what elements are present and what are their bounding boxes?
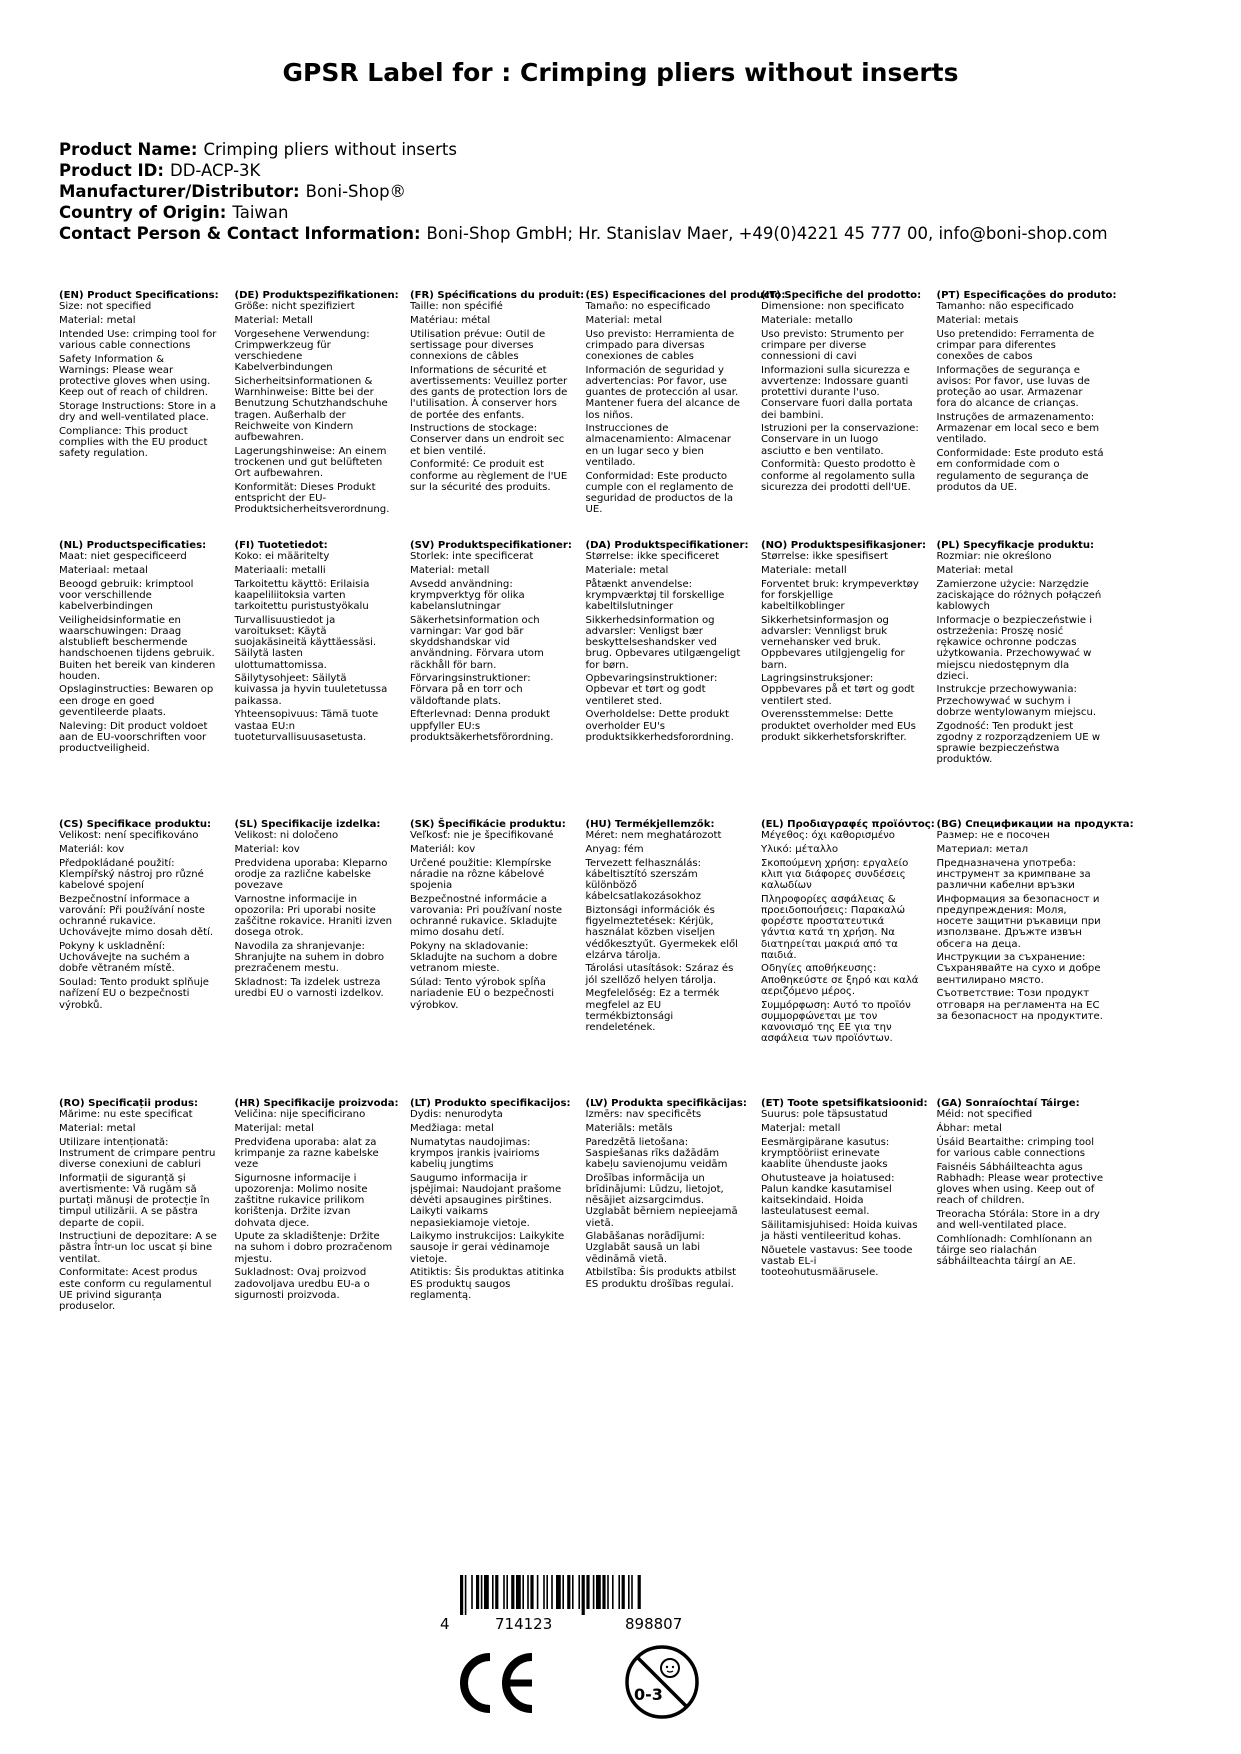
spec-line: Instructions de stockage: Conserver dans un endroit sec et bien ventilé. (410, 423, 565, 457)
spec-line: Tamanho: não especificado (936, 301, 1074, 313)
spec-line: Intended Use: crimping tool for various cable connections (59, 328, 217, 351)
spec-line: Lagerungshinweise: An einem trockenen und gut belüfteten Ort aufbewahren. (234, 445, 387, 480)
barcode-bar (582, 1575, 585, 1615)
spec-line: Material: metais (936, 314, 1019, 326)
spec-line: Storage Instructions: Store in a dry and well-ventilated place. (59, 400, 217, 424)
spec-line: Σκοπούμενη χρήση: εργαλείο κλιπ για διάφορες συνδέσεις καλωδίων (761, 857, 909, 892)
info-row (59, 181, 1108, 202)
info-value: Taiwan (232, 203, 289, 222)
spec-line: Faisnéis Sábháilteachta agus Rabhadh: Please wear protective gloves when using. Keep out of reach of children. (936, 1161, 1104, 1207)
spec-block (585, 290, 786, 516)
product-info (59, 139, 1108, 244)
spec-line: Uso pretendido: Ferramenta de crimpar para diferentes conexões de cabos (936, 328, 1095, 363)
spec-line: Zamierzone użycie: Narzędzie zaciskające do różnych połączeń kablowych (936, 578, 1102, 613)
spec-heading: (PL) Specyfikacje produktu: (936, 540, 1095, 551)
spec-line: Conformidade: Este produto está em conformidade com o regulamento de segurança de produtos da UE. (936, 448, 1104, 493)
spec-line: Informations de sécurité et avertissements: Veuillez porter des gants de protection lors de l'utilisation. À conserver hors de portée des enfants. (410, 364, 568, 421)
spec-heading: (LT) Produkto specifikacijos: (410, 1098, 571, 1109)
barcode-bar (556, 1575, 561, 1609)
info-row (59, 202, 1108, 223)
spec-line: Предназначена употреба: инструмент за кримпване за различни кабелни връзки (936, 857, 1091, 892)
spec-line: Съответствие: Този продукт отговаря на регламента на ЕС за безопасност на продуктите. (936, 988, 1103, 1022)
spec-line: Инструкции за съхранение: Съхранявайте на сухо и добре вентилирано място. (936, 952, 1101, 986)
spec-heading: (DA) Produktspecifikationer: (585, 540, 749, 551)
spec-block (59, 540, 217, 754)
spec-heading: (CS) Specifikace produktu: (59, 819, 212, 830)
spec-heading: (FI) Tuotetiedot: (234, 540, 328, 551)
spec-line: Overensstemmelse: Dette produktet overholder med EUs produkt sikkerhetsforskrifter. (761, 709, 916, 743)
spec-line: Atitiktis: Šis produktas atitinka ES produktų saugos reglamentą. (410, 1267, 565, 1301)
spec-line: Atbilstība: Šis produkts atbilst ES produktu drošības regulai. (585, 1267, 737, 1290)
spec-block (585, 540, 749, 743)
spec-line: Conformità: Questo prodotto è conforme al regolamento sulla sicurezza dei prodotti dell'UE. (761, 459, 916, 493)
barcode-bar (602, 1575, 605, 1609)
spec-line: Materiál: kov (410, 843, 476, 855)
spec-line: Størrelse: ikke spesifisert (761, 551, 888, 563)
spec-line: Veľkosť: nie je špecifikované (410, 830, 554, 842)
spec-line: Instruções de armazenamento: Armazenar em local seco e bem ventilado. (936, 412, 1100, 446)
barcode-bar (522, 1575, 524, 1609)
spec-line: Saugumo informacija ir įspėjimai: Naudojant prašome dėvėti apsaugines pirštines. Laikyti vaikams nepasiekiamoje vietoje. (410, 1172, 562, 1229)
spec-block (410, 819, 568, 1011)
spec-heading: (DE) Produktspezifikationen: (234, 290, 399, 301)
spec-heading: (HU) Termékjellemzők: (585, 819, 715, 830)
spec-line: Instrucțiuni de depozitare: A se păstra într-un loc uscat și bine ventilat. (59, 1231, 217, 1265)
barcode-lead-digit: 4 (440, 1615, 450, 1633)
spec-line: Zgodność: Ten produkt jest zgodny z rozporządzeniem UE w sprawie bezpieczeństwa produktów. (936, 720, 1101, 766)
spec-line: Taille: non spécifié (410, 301, 503, 313)
spec-line: Informacje o bezpieczeństwie i ostrzeżenia: Proszę nosić rękawice ochronne podczas użytkowania. Przechowywać w miejscu niedostępnym dla dzieci. (936, 614, 1093, 682)
info-value: Crimping pliers without inserts (203, 140, 457, 159)
spec-line: Overholdelse: Dette produkt overholder EU's produktsikkerhedsforordning. (585, 709, 734, 743)
spec-block (761, 290, 922, 493)
spec-line: Conformitate: Acest produs este conform cu regulamentul UE privind siguranța produselor. (59, 1267, 212, 1312)
barcode-bar (503, 1575, 505, 1609)
spec-line: Materiál: kov (59, 843, 125, 855)
spec-line: Storlek: inte specificerat (410, 551, 534, 563)
spec-line: Påtænkt anvendelse: krympværktøj til forskellige kabeltilslutninger (585, 578, 725, 613)
barcode-bar (562, 1575, 564, 1609)
spec-line: Ohutusteave ja hoiatused: Palun kandke kasutamisel kaitsekindaid. Hoida lasteulatusest eemal. (761, 1172, 895, 1218)
info-key: Product Name: (59, 140, 198, 159)
spec-line: Méret: nem meghatározott (585, 830, 722, 842)
spec-line: Predviđena uporaba: alat za krimpanje za razne kabelske veze (234, 1136, 379, 1171)
spec-line: Efterlevnad: Denna produkt uppfyller EU:s produktsäkerhetsförordning. (410, 709, 554, 743)
spec-line: Lagringsinstruksjoner: Oppbevares på et tørt og godt ventilert sted. (761, 673, 915, 707)
spec-line: Sigurnosne informacije i upozorenja: Molimo nosite zaštitne rukavice prilikom korištenja. Držite izvan dohvata djece. (234, 1172, 368, 1229)
spec-line: Material: Metall (234, 314, 313, 326)
spec-heading: (BG) Спецификации на продукта: (936, 819, 1134, 830)
barcode-bar (471, 1575, 473, 1609)
spec-line: Μέγεθος: όχι καθορισμένο (761, 830, 895, 842)
barcode-bar (506, 1575, 508, 1609)
info-key: Contact Person & Contact Information: (59, 224, 421, 243)
barcode-bar (460, 1575, 463, 1615)
spec-line: Tamaño: no especificado (585, 301, 711, 313)
barcode-bar (631, 1575, 633, 1609)
info-row (59, 160, 1108, 181)
spec-line: Materjal: metall (761, 1122, 841, 1134)
spec-heading: (SK) Špecifikácie produktu: (410, 819, 566, 830)
spec-block (585, 1098, 747, 1290)
spec-line: Material: metall (410, 564, 490, 576)
spec-line: Mărime: nu este specificat (59, 1109, 193, 1121)
spec-line: Materiale: metallo (761, 314, 853, 326)
spec-line: Předpokládané použití: Klempířský nástroj pro různé kabelové spojení (59, 857, 204, 892)
spec-line: Material: kov (234, 843, 300, 855)
spec-heading: (GA) Sonraíochtaí Táirge: (936, 1098, 1080, 1109)
spec-line: Uso previsto: Herramienta de crimpado para diversas conexiones de cables (585, 328, 735, 363)
barcode-bar (476, 1575, 479, 1609)
barcode-bar (516, 1575, 521, 1609)
spec-line: Glabāšanas norādījumi: Uzglabāt sausā un labi vēdināmā vietā. (585, 1231, 705, 1265)
spec-heading: (NL) Productspecificaties: (59, 540, 207, 551)
spec-line: Drošības informācija un brīdinājumi: Lūdzu, lietojot, nēsājiet aizsargcimdus. Uzglabāt bērniem nepieejamā vietā. (585, 1172, 738, 1229)
barcode-bars (430, 1575, 750, 1615)
spec-line: Tarkoitettu käyttö: Erilaisia kaapeliliitoksia varten tarkoitettu puristustyökalu (234, 578, 370, 613)
spec-line: Ábhar: metal (936, 1122, 1002, 1134)
spec-line: Predvidena uporaba: Kleparno orodje za različne kabelske povezave (234, 857, 388, 892)
barcode-bar (572, 1575, 574, 1609)
spec-line: Informazioni sulla sicurezza e avvertenze: Indossare guanti protettivi durante l'uso. Conservare fuori dalla portata dei bambini. (761, 364, 913, 421)
spec-line: Velikost: ni določeno (234, 830, 339, 842)
spec-line: Bezpečnostné informácie a varovania: Pri používaní noste ochranné rukavice. Skladujte mimo dosahu detí. (410, 893, 563, 939)
spec-line: Pokyny na skladovanie: Skladujte na suchom a dobre vetranom mieste. (410, 941, 558, 975)
spec-line: Informações de segurança e avisos: Por favor, use luvas de proteção ao usar. Armazenar fora do alcance de crianças. (936, 364, 1091, 410)
spec-line: Maat: niet gespecificeerd (59, 551, 187, 563)
spec-line: Biztonsági információk és figyelmeztetések: Kérjük, használat közben viseljen védőkesztyűt. Gyermekek elől elzárva tárolja. (585, 904, 738, 961)
spec-line: Materijal: metal (234, 1122, 314, 1134)
spec-line: Sikkerhetsinformasjon og advarsler: Vennligst bruk vernehansker ved bruk. Oppbevares utilgjengelig for barn. (761, 614, 905, 671)
spec-line: Numatytas naudojimas: krympos įrankis įvairioms kabelių jungtims (410, 1136, 540, 1171)
barcode-bar (511, 1575, 514, 1609)
spec-line: Material: metal (59, 314, 136, 326)
spec-block (410, 290, 585, 493)
barcode-bar (578, 1575, 580, 1609)
spec-line: Säilitamisjuhised: Hoida kuivas ja hästi ventileeritud kohas. (761, 1220, 918, 1243)
info-value: Boni-Shop® (305, 182, 407, 201)
page-title: GPSR Label for : Crimping pliers without inserts (282, 58, 959, 87)
spec-line: Tárolási utasítások: Száraz és jól szellőző helyen tárolja. (585, 963, 734, 986)
spec-line: Sicherheitsinformationen & Warnhinweise: Bitte bei der Benutzung Schutzhandschuhe tragen. Außerhalb der Reichweite von Kindern aufbewahren. (234, 375, 388, 443)
spec-block (936, 819, 1134, 1022)
spec-line: Istruzioni per la conservazione: Conservare in un luogo asciutto e ben ventilato. (761, 423, 919, 457)
spec-line: Υλικό: μέταλλο (761, 843, 839, 855)
spec-heading: (EN) Product Specifications: (59, 290, 219, 301)
spec-heading: (NO) Produktspesifikasjoner: (761, 540, 927, 551)
spec-block (937, 1098, 1105, 1267)
spec-line: Izmērs: nav specificēts (585, 1109, 702, 1121)
spec-line: Información de seguridad y advertencias: Por favor, use guantes de protección al usar. Mantener fuera del alcance de los niños. (585, 364, 740, 421)
spec-block (761, 819, 935, 1045)
barcode-bar (628, 1575, 630, 1609)
age-warning-icon (622, 1642, 702, 1722)
spec-line: Materiał: metal (936, 564, 1014, 576)
spec-block (235, 819, 393, 1000)
spec-block (234, 290, 399, 516)
barcode-bar (551, 1575, 553, 1609)
barcode-bar (492, 1575, 494, 1609)
barcode-bar (607, 1575, 609, 1609)
spec-block (936, 290, 1117, 493)
spec-line: Varnostne informacije in opozorila: Pri uporabi nosite zaščitne rokavice. Hraniti izven dosega otrok. (234, 893, 393, 939)
info-key: Product ID: (59, 161, 164, 180)
barcode-bar (481, 1575, 483, 1609)
spec-block (410, 540, 572, 743)
spec-heading: (RO) Specificații produs: (59, 1098, 199, 1109)
barcode-bar (586, 1575, 589, 1609)
barcode-bar (593, 1575, 595, 1609)
barcode-bar (596, 1575, 601, 1609)
spec-block (761, 1098, 928, 1279)
spec-line: Avsedd användning: krympverktyg för olika kabelanslutningar (410, 578, 525, 613)
spec-heading: (HR) Specifikacije proizvoda: (234, 1098, 399, 1109)
spec-line: Laikymo instrukcijos: Laikykite sausoje ir gerai vėdinamoje vietoje. (410, 1231, 565, 1265)
spec-line: Matériau: métal (410, 314, 491, 326)
spec-line: Информация за безопасност и предупреждения: Моля, носете защитни ръкавици при използване. Дръжте извън обсега на деца. (936, 893, 1101, 950)
spec-line: Dimensione: non specificato (761, 301, 905, 313)
spec-line: Treoracha Stórála: Store in a dry and well-ventilated place. (936, 1208, 1100, 1232)
spec-line: Materiaal: metaal (59, 564, 148, 576)
barcode-bar (484, 1575, 489, 1609)
spec-line: Soulad: Tento produkt splňuje nařízení EU o bezpečnosti výrobků. (59, 977, 209, 1011)
spec-line: Uso previsto: Strumento per crimpare per diverse connessioni di cavi (761, 328, 904, 363)
spec-line: Size: not specified (59, 301, 152, 313)
spec-line: Turvallisuustiedot ja varoitukset: Käytä suojakäsineitä käyttäessäsi. Säilytä lasten ulottumattomissa. (234, 614, 377, 671)
spec-line: Instrukcje przechowywania: Przechowywać w suchym i dobrze wentylowanym miejscu. (936, 684, 1097, 718)
spec-line: Eesmärgipärane kasutus: krymptööriist erinevate kaablite ühenduste jaoks (761, 1136, 890, 1171)
spec-line: Yhteensopivuus: Tämä tuote vastaa EU:n tuoteturvallisuusasetusta. (234, 709, 379, 743)
barcode-bar (612, 1575, 614, 1609)
ce-mark-icon (452, 1651, 542, 1715)
spec-line: Skladnost: Ta izdelek ustreza uredbi EU o varnosti izdelkov. (234, 977, 384, 1000)
spec-line: Πληροφορίες ασφάλειας & προειδοποιήσεις: Παρακαλώ φορέστε προστατευτικά γάντια κατά τη χρήση. Να διατηρείται μακριά από τα παιδιά. (761, 893, 906, 961)
spec-line: Medžiaga: metal (410, 1122, 494, 1134)
spec-line: Suurus: pole täpsustatud (761, 1109, 888, 1121)
spec-line: Anyag: fém (585, 843, 644, 855)
spec-line: Compliance: This product complies with the EU product safety regulation. (59, 425, 208, 460)
spec-line: Conformité: Ce produit est conforme au règlement de l'UE sur la sécurité des produits. (410, 459, 568, 493)
barcode-right-digits: 898807 (625, 1615, 683, 1633)
spec-line: Paredzētā lietošana: Saspiešanas rīks dažādām kabeļu savienojumu veidām (585, 1136, 728, 1171)
spec-line: Instrucciones de almacenamiento: Almacenar en un lugar seco y bien ventilado. (585, 423, 732, 468)
spec-line: Material: metal (59, 1122, 136, 1134)
spec-line: Συμμόρφωση: Αυτό το προϊόν συμμορφώνεται με τον κανονισμό της ΕΕ για την ασφάλεια των προϊόντων. (761, 999, 911, 1045)
spec-line: Nõuetele vastavus: See toode vastab EL-i tooteohutusmäärusele. (761, 1244, 913, 1279)
info-key: Manufacturer/Distributor: (59, 182, 300, 201)
spec-line: Förvaringsinstruktioner: Förvara på en torr och väldoftande plats. (410, 673, 531, 707)
spec-block (234, 1098, 399, 1301)
spec-line: Upute za skladištenje: Držite na suhom i dobro prozračenom mjestu. (234, 1231, 393, 1265)
spec-line: Opbevaringsinstruktioner: Opbevar et tørt og godt ventileret sted. (585, 673, 718, 707)
spec-block (235, 540, 393, 743)
spec-line: Úsáid Beartaithe: crimping tool for various cable connections (936, 1136, 1095, 1159)
spec-block (937, 540, 1105, 765)
spec-line: Οδηγίες αποθήκευσης: Αποθηκεύστε σε ξηρό και καλά αεριζόμενο μέρος. (761, 963, 919, 997)
spec-line: Tervezett felhasználás: kábeltisztító szerszám különböző kábelcsatlakozásokhoz (585, 857, 702, 903)
spec-line: Utilizare intenționată: Instrument de crimpare pentru diverse conexiuni de cabluri (59, 1136, 216, 1171)
spec-line: Materiaali: metalli (234, 564, 326, 576)
barcode-bar (638, 1575, 641, 1609)
info-value: Boni-Shop GmbH; Hr. Stanislav Maer, +49(0)4221 45 777 00, info@boni-shop.com (426, 224, 1108, 243)
spec-line: Pokyny k uskladnění: Uchovávejte na suchém a dobře větraném místě. (59, 941, 190, 975)
spec-block (410, 1098, 571, 1301)
barcode (430, 1575, 750, 1635)
spec-line: Rozmiar: nie określono (936, 551, 1052, 563)
barcode-bar (622, 1575, 625, 1609)
spec-heading: (SV) Produktspecifikationer: (410, 540, 572, 551)
spec-heading: (ES) Especificaciones del producto: (585, 290, 786, 301)
barcode-bar (537, 1575, 539, 1609)
spec-line: Materiale: metall (761, 564, 847, 576)
spec-line: Vorgesehene Verwendung: Crimpwerkzeug für verschiedene Kabelverbindungen (234, 328, 370, 374)
spec-line: Comhlíonadh: Comhlíonann an táirge seo rialachán sábháilteachta táirgí an AE. (936, 1233, 1093, 1268)
spec-line: Navodila za shranjevanje: Shranjujte na suhem in dobro prezračenem mestu. (234, 941, 385, 975)
spec-line: Bezpečnostní informace a varování: Při používání noste ochranné rukavice. Uchovávejte mimo dosah dětí. (59, 893, 214, 939)
spec-heading: (LV) Produkta specifikācijas: (585, 1098, 747, 1109)
barcode-left-digits: 714123 (495, 1615, 553, 1633)
barcode-bar (495, 1575, 498, 1609)
spec-line: Súlad: Tento výrobok spĺňa nariadenie EÚ o bezpečnosti výrobkov. (410, 977, 554, 1011)
spec-line: Veličina: nije specificirano (234, 1109, 366, 1121)
spec-line: Størrelse: ikke specificeret (585, 551, 720, 563)
spec-line: Материал: метал (936, 843, 1029, 855)
spec-line: Utilisation prévue: Outil de sertissage pour diverses connexions de câbles (410, 328, 546, 363)
barcode-bar (546, 1575, 548, 1609)
spec-line: Informații de siguranță și avertismente: Vă rugăm să purtați mănuși de protecție în timpul utilizării. A se păstra departe de copii. (59, 1172, 210, 1229)
spec-line: Säkerhetsinformation och varningar: Var god bär skyddshandskar vid användning. Förvara utom räckhåll för barn. (410, 614, 544, 671)
spec-line: Materiale: metal (585, 564, 669, 576)
barcode-bar (465, 1575, 467, 1615)
spec-line: Opslaginstructies: Bewaren op een droge en goed geventileerde plaats. (59, 684, 214, 718)
spec-line: Forventet bruk: krympeverktøy for forskjellige kabeltilkoblinger (761, 578, 919, 613)
spec-line: Sukladnost: Ovaj proizvod zadovoljava uredbu EU-a o sigurnosti proizvoda. (234, 1267, 370, 1301)
spec-line: Velikost: není specifikováno (59, 830, 199, 842)
spec-heading: (IT) Specifiche del prodotto: (761, 290, 922, 301)
spec-heading: (SL) Specifikacije izdelka: (234, 819, 381, 830)
barcode-bar (543, 1575, 545, 1609)
barcode-bar (618, 1575, 620, 1609)
spec-line: Méid: not specified (936, 1109, 1033, 1121)
spec-line: Sikkerhedsinformation og advarsler: Venligst bær beskyttelseshandsker ved brug. Opbevares utilgængeligt for børn. (585, 614, 741, 671)
info-key: Country of Origin: (59, 203, 227, 222)
spec-heading: (ET) Toote spetsifikatsioonid: (761, 1098, 928, 1109)
spec-line: Dydis: nenurodyta (410, 1109, 503, 1121)
spec-block (59, 819, 217, 1011)
spec-line: Určené použitie: Klempírske náradie na rôzne kábelové spojenia (410, 857, 552, 892)
spec-line: Konformität: Dieses Produkt entspricht der EU-Produktsicherheitsverordnung. (234, 481, 390, 516)
spec-line: Beoogd gebruik: krimptool voor verschillende kabelverbindingen (59, 578, 194, 613)
spec-line: Размер: не е посочен (936, 830, 1050, 842)
barcode-bar (530, 1575, 533, 1609)
age-range-label: 0-3 (634, 1685, 663, 1704)
spec-heading: (FR) Spécifications du produit: (410, 290, 585, 301)
barcode-bar (567, 1575, 570, 1609)
spec-block (761, 540, 927, 743)
spec-block (59, 1098, 217, 1312)
spec-block (586, 819, 744, 1033)
spec-line: Koko: ei määritelty (234, 551, 330, 563)
spec-line: Safety Information & Warnings: Please wear protective gloves when using. Keep out of reach of children. (59, 353, 211, 399)
info-row (59, 139, 1108, 160)
spec-line: Größe: nicht spezifiziert (234, 301, 355, 313)
spec-line: Materiāls: metāls (585, 1122, 673, 1134)
spec-heading: (EL) Προδιαγραφές προϊόντος: (761, 819, 935, 830)
spec-heading: (PT) Especificações do produto: (936, 290, 1117, 301)
spec-block (59, 290, 217, 459)
info-value: DD-ACP-3K (169, 161, 261, 180)
spec-line: Megfelelőség: Ez a termék megfelel az EU termékbiztonsági rendeletének. (585, 988, 720, 1033)
spec-line: Veiligheidsinformatie en waarschuwingen: Draag alstublieft beschermende handschoenen tijdens gebruik. Buiten het bereik van kinderen houden. (59, 614, 216, 682)
spec-line: Conformidad: Este producto cumple con el reglamento de seguridad de productos de la UE. (585, 470, 734, 516)
barcode-bar (527, 1575, 529, 1609)
spec-line: Material: metal (585, 314, 663, 326)
info-row (59, 223, 1108, 244)
spec-line: Säilytysohjeet: Säilytä kuivassa ja hyvin tuuletetussa paikassa. (234, 673, 388, 707)
spec-line: Naleving: Dit product voldoet aan de EU-voorschriften voor productveiligheid. (59, 720, 208, 754)
